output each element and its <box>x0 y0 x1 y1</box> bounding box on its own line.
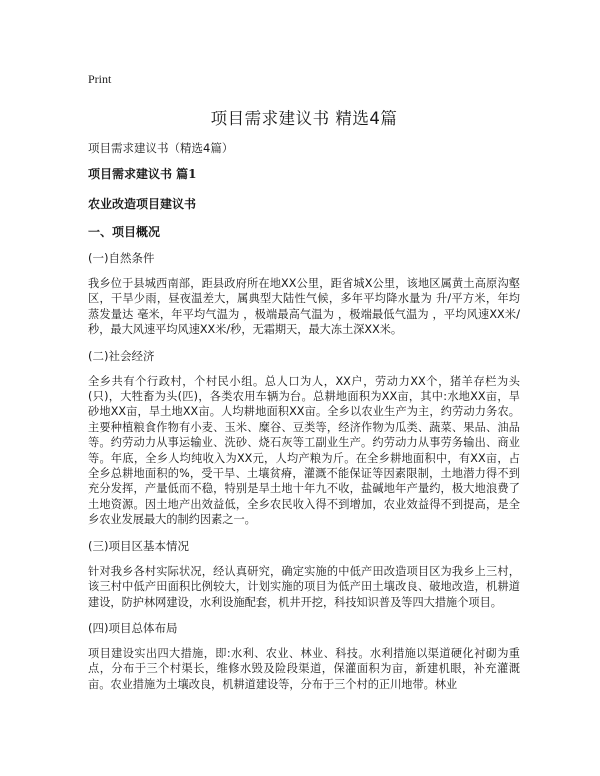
subheading-social-economy: (二)社会经济 <box>88 348 155 363</box>
project-heading: 农业改造项目建议书 <box>88 197 197 211</box>
paragraph-social-economy: 全乡共有个行政村，个村民小组。总人口为人，XX户，劳动力XX个，猪羊存栏为头(只)，大牲畜为头(匹)，各类农用车辆为台。总耕地面积为XX亩，其中:水地XX亩，旱砂地XX亩，旱土地XX亩。人均耕地面积XX亩。全乡以农业生产为主，约劳动力务农。主要种植粮食作物有小麦、玉米、糜谷、豆类等，经济作物为瓜类、蔬菜、果品、油品等。约劳动力从事运输业、洗砂、烧石灰等工副业生产。约劳动力从事劳务输出、商业等。年底，全乡人均纯收入为XX元，人均产粮为斤。在全乡耕地面积中，有XX亩，占全乡总耕地面积的%，受干旱、土壤贫瘠，灌溉不能保证等因素限制，土地潜力得不到充分发挥，产量低而不稳，特别是旱土地十年九不收，盐碱地年产量约，极大地浪费了土地资源。因土地产出效益低，全乡农民收入得不到增加，农业效益得不到提高，是全乡农业发展最大的制约因素之一。 <box>88 374 520 527</box>
document-subtitle: 项目需求建议书（精选4篇） <box>88 141 234 155</box>
print-link[interactable]: Print <box>88 72 112 86</box>
section-heading-overview: 一、项目概况 <box>88 225 161 239</box>
subheading-overall-layout: (四)项目总体布局 <box>88 620 178 635</box>
subheading-natural-conditions: (一)自然条件 <box>88 251 155 265</box>
paragraph-project-area: 针对我乡各村实际状况，经认真研究，确定实施的中低产田改造项目区为我乡上三村，该三村中低产田面积比例较大，计划实施的项目为低产田土壤改良、破地改造，机耕道建设，防护林网建设，水利设施配套，机井开挖，科技知识普及等四大措施个项目。 <box>88 564 520 609</box>
paragraph-natural-conditions: 我乡位于县城西南部，距县政府所在地XX公里，距省城X公里，该地区属黄土高原沟壑区，干旱少雨，昼夜温差大，属典型大陆性气候，多年平均降水量为 升/平方米，年均蒸发量达 毫米，年平均气温为 ，极端最高气温为 ，极端最低气温为 ，平均风速XX米/秒，最大风速平均风速XX米/秒，无霜期天，最大冻土深XX米。 <box>88 277 520 337</box>
document-title: 项目需求建议书 精选4篇 <box>210 109 398 128</box>
article-heading: 项目需求建议书 篇1 <box>88 167 197 181</box>
subheading-project-area: (三)项目区基本情况 <box>88 538 189 553</box>
paragraph-overall-layout: 项目建设实出四大措施，即:水利、农业、林业、科技。水利措施以渠道硬化衬砌为重点，分布于三个村渠长，维修水毁及险段渠道，保灌面积为亩，新建机眼，补充灌溉亩。农业措施为土壤改良，机耕道建设等，分布于三个村的正川地带。林业 <box>88 646 520 691</box>
